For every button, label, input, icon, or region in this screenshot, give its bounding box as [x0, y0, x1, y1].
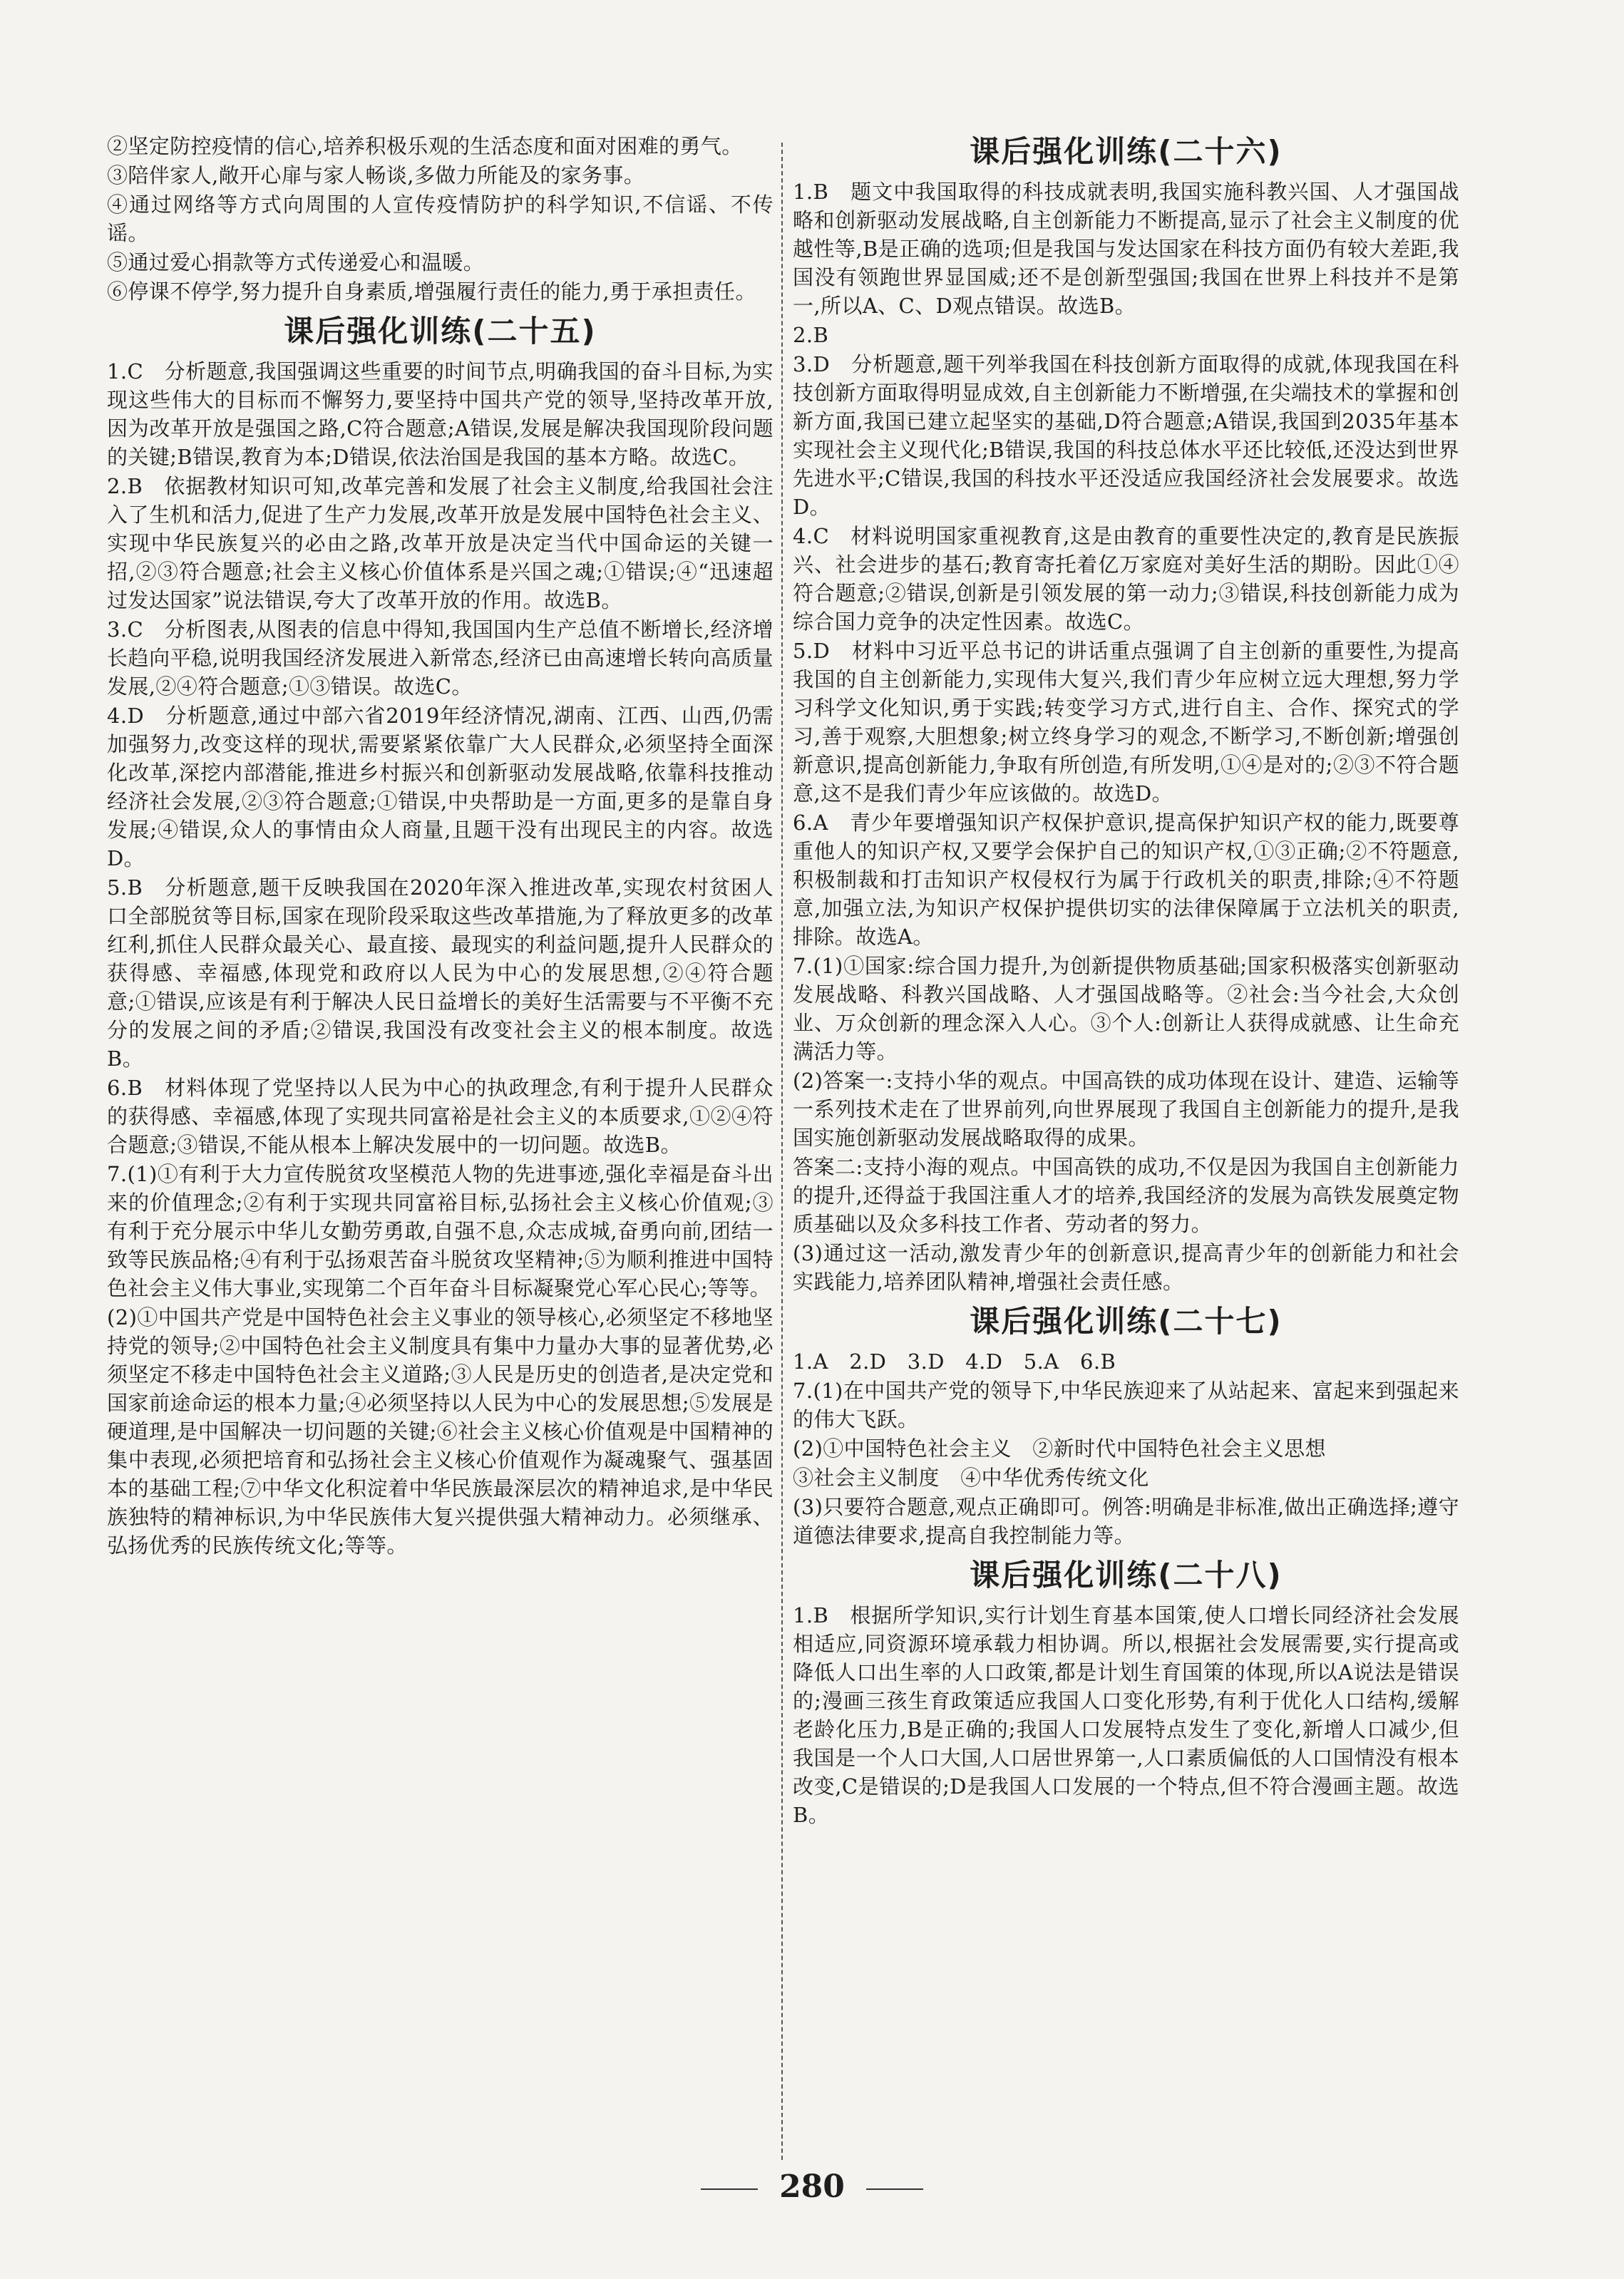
answer-paragraph: ③社会主义制度 ④中华优秀传统文化	[793, 1466, 1149, 1490]
section-heading-28: 课后强化训练(二十八)	[970, 1558, 1283, 1593]
answer-paragraph: 1.B 根据所学知识,实行计划生育基本国策,使人口增长同经济社会发展相适应,同资源环境承载力相协调。所以,根据社会发展需要,实行提高或降低人口出生率的人口政策,都是计划生育国策的体现,所以A说法是错误的;漫画三孩生育政策适应我国人口变化形势,有利于优化人口结构,缓解老龄化压力,B是正确的;我国人口发展特点发生了变化,新增人口减少,但我国是一个人口大国,人口居世界第一,人口素质偏低的人口国情没有根本改变,C是错误的;D是我国人口发展的一个特点,但不符合漫画主题。故选B。	[793, 1603, 1459, 1827]
answer-paragraph: 5.B 分析题意,题干反映我国在2020年深入推进改革,实现农村贫困人口全部脱贫等目标,国家在现阶段采取这些改革措施,为了释放更多的改革红利,抓住人民群众最关心、最直接、最现实的利益问题,提升人民群众的获得感、幸福感,体现党和政府以人民为中心的发展思想,②④符合题意;①错误,应该是有利于解决人民日益增长的美好生活需要与不平衡不充分的发展之间的矛盾;②错误,我国没有改变社会主义的根本制度。故选B。	[107, 875, 774, 1071]
answer-paragraph: 5.D 材料中习近平总书记的讲话重点强调了自主创新的重要性,为提高我国的自主创新能力,实现伟大复兴,我们青少年应树立远大理想,努力学习科学文化知识,勇于实践;转变学习方式,进行自主、合作、探究式的学习,善于观察,大胆想象;树立终身学习的观念,不断学习,不断创新;增强创新意识,提高创新能力,争取有所创造,有所发明,①④是对的;②③不符合题意,这不是我们青少年应该做的。故选D。	[793, 639, 1459, 806]
answer-paragraph: 6.B 材料体现了党坚持以人民为中心的执政理念,有利于提升人民群众的获得感、幸福感,体现了实现共同富裕是社会主义的本质要求,①②④符合题意;③错误,不能从根本上解决发展中的一切问题。故选B。	[107, 1076, 774, 1157]
page-number: 280	[779, 2169, 845, 2205]
footer-dash-left	[701, 2188, 758, 2190]
answer-paragraph: ⑤通过爱心捐款等方式传递爱心和温暖。	[107, 250, 485, 274]
answer-paragraph: ⑥停课不停学,努力提升自身素质,增强履行责任的能力,勇于承担责任。	[107, 279, 756, 304]
left-column	[107, 132, 774, 1560]
answer-paragraph: 3.D 分析题意,题干列举我国在科技创新方面取得的成就,体现我国在科技创新方面取得明显成效,自主创新能力不断增强,在尖端技术的掌握和创新方面,我国已建立起坚实的基础,D符合题意;A错误,我国到2035年基本实现社会主义现代化;B错误,我国的科技总体水平还比较低,还没达到世界先进水平;C错误,我国的科技水平还没适应我国经济社会发展要求。故选D。	[793, 352, 1459, 519]
answer-paragraph: 7.(1)在中国共产党的领导下,中华民族迎来了从站起来、富起来到强起来的伟大飞跃。	[793, 1379, 1459, 1431]
answer-paragraph: 2.B	[793, 323, 829, 347]
answer-paragraph: 7.(1)①国家:综合国力提升,为创新提供物质基础;国家积极落实创新驱动发展战略、科教兴国战略、人才强国战略等。②社会:当今社会,大众创业、万众创新的理念深入人心。③个人:创新让人获得成就感、让生命充满活力等。	[793, 954, 1459, 1064]
answer-paragraph: (2)①中国特色社会主义 ②新时代中国特色社会主义思想	[793, 1436, 1326, 1461]
answer-paragraph: 6.A 青少年要增强知识产权保护意识,提高保护知识产权的能力,既要尊重他人的知识产权,又要学会保护自己的知识产权,①③正确;②不符题意,积极制裁和打击知识产权侵权行为属于行政机关的职责,排除;④不符题意,加强立法,为知识产权保护提供切实的法律保障属于立法机关的职责,排除。故选A。	[793, 811, 1459, 949]
section-heading-25: 课后强化训练(二十五)	[284, 314, 597, 349]
answer-paragraph: 1.A 2.D 3.D 4.D 5.A 6.B	[793, 1349, 1116, 1374]
answer-paragraph: 答案二:支持小海的观点。中国高铁的成功,不仅是因为我国自主创新能力的提升,还得益于我国注重人才的培养,我国经济的发展为高铁发展奠定物质基础以及众多科技工作者、劳动者的努力。	[793, 1155, 1459, 1236]
answer-paragraph: (3)只要符合题意,观点正确即可。例答:明确是非标准,做出正确选择;遵守道德法律要求,提高自我控制能力等。	[793, 1495, 1459, 1548]
answer-paragraph: 1.B 题文中我国取得的科技成就表明,我国实施科教兴国、人才强国战略和创新驱动发展战略,自主创新能力不断提高,显示了社会主义制度的优越性等,B是正确的选项;但是我国与发达国家在科技方面仍有较大差距,我国没有领跑世界显国威;还不是创新型强国;我国在世界上科技并不是第一,所以A、C、D观点错误。故选B。	[793, 180, 1459, 318]
answer-paragraph: ②坚定防控疫情的信心,培养积极乐观的生活态度和面对困难的勇气。	[107, 134, 743, 158]
right-column	[793, 132, 1459, 1830]
answer-paragraph: 7.(1)①有利于大力宣传脱贫攻坚模范人物的先进事迹,强化幸福是奋斗出来的价值理念;②有利于实现共同富裕目标,弘扬社会主义核心价值观;③有利于充分展示中华儿女勤劳勇敢,自强不息,众志成城,奋勇向前,团结一致等民族品格;④有利于弘扬艰苦奋斗脱贫攻坚精神;⑤为顺利推进中国特色社会主义伟大事业,实现第二个百年奋斗目标凝聚党心军心民心;等等。	[107, 1162, 774, 1300]
answer-paragraph: (3)通过这一活动,激发青少年的创新意识,提高青少年的创新能力和社会实践能力,培养团队精神,增强社会责任感。	[793, 1241, 1459, 1294]
answer-paragraph: 4.C 材料说明国家重视教育,这是由教育的重要性决定的,教育是民族振兴、社会进步的基石;教育寄托着亿万家庭对美好生活的期盼。因此①④符合题意;②错误,创新是引领发展的第一动力;③错误,科技创新能力成为综合国力竞争的决定性因素。故选C。	[793, 524, 1459, 634]
answer-paragraph: (2)①中国共产党是中国特色社会主义事业的领导核心,必须坚定不移地坚持党的领导;②中国特色社会主义制度具有集中力量办大事的显著优势,必须坚定不移走中国特色社会主义道路;③人民是历史的创造者,是决定党和国家前途命运的根本力量;④必须坚持以人民为中心的发展思想;⑤发展是硬道理,是中国解决一切问题的关键;⑥社会主义核心价值观是中国精神的集中表现,必须把培育和弘扬社会主义核心价值观作为凝魂聚气、强基固本的基础工程;⑦中华文化积淀着中华民族最深层次的精神追求,是中华民族独特的精神标识,为中华民族伟大复兴提供强大精神动力。必须继承、弘扬优秀的民族传统文化;等等。	[107, 1305, 774, 1558]
answer-paragraph: ③陪伴家人,敞开心扉与家人畅谈,多做力所能及的家务事。	[107, 163, 645, 187]
answer-paragraph: 1.C 分析题意,我国强调这些重要的时间节点,明确我国的奋斗目标,为实现这些伟大的目标而不懈努力,要坚持中国共产党的领导,坚持改革开放,因为改革开放是强国之路,C符合题意;A错误,发展是解决我国现阶段问题的关键;B错误,教育为本;D错误,依法治国是我国的基本方略。故选C。	[107, 359, 774, 469]
answer-paragraph: (2)答案一:支持小华的观点。中国高铁的成功体现在设计、建造、运输等一系列技术走在了世界前列,向世界展现了我国自主创新能力的提升,是我国实施创新驱动发展战略取得的成果。	[793, 1069, 1459, 1150]
answer-paragraph: 3.C 分析图表,从图表的信息中得知,我国国内生产总值不断增长,经济增长趋向平稳,说明我国经济发展进入新常态,经济已由高速增长转向高质量发展,②④符合题意;①③错误。故选C。	[107, 617, 774, 699]
section-heading-26: 课后强化训练(二十六)	[970, 134, 1283, 169]
answer-paragraph: 4.D 分析题意,通过中部六省2019年经济情况,湖南、江西、山西,仍需加强努力,改变这样的现状,需要紧紧依靠广大人民群众,必须坚持全面深化改革,深挖内部潜能,推进乡村振兴和创新驱动发展战略,依靠科技推动经济社会发展,②③符合题意;①错误,中央帮助是一方面,更多的是靠自身发展;④错误,众人的事情由众人商量,且题干没有出现民主的内容。故选D。	[107, 704, 774, 870]
footer-dash-right	[866, 2188, 923, 2190]
answer-paragraph: 2.B 依据教材知识可知,改革完善和发展了社会主义制度,给我国社会注入了生机和活力,促进了生产力发展,改革开放是发展中国特色社会主义、实现中华民族复兴的必由之路,改革开放是决定当代中国命运的关键一招,②③符合题意;社会主义核心价值体系是兴国之魂;①错误;④“迅速超过发达国家”说法错误,夸大了改革开放的作用。故选B。	[107, 474, 774, 612]
column-divider	[781, 143, 783, 2160]
section-heading-27: 课后强化训练(二十七)	[970, 1304, 1283, 1339]
page-footer	[0, 2166, 1624, 2208]
answer-paragraph: ④通过网络等方式向周围的人宣传疫情防护的科学知识,不信谣、不传谣。	[107, 192, 774, 245]
